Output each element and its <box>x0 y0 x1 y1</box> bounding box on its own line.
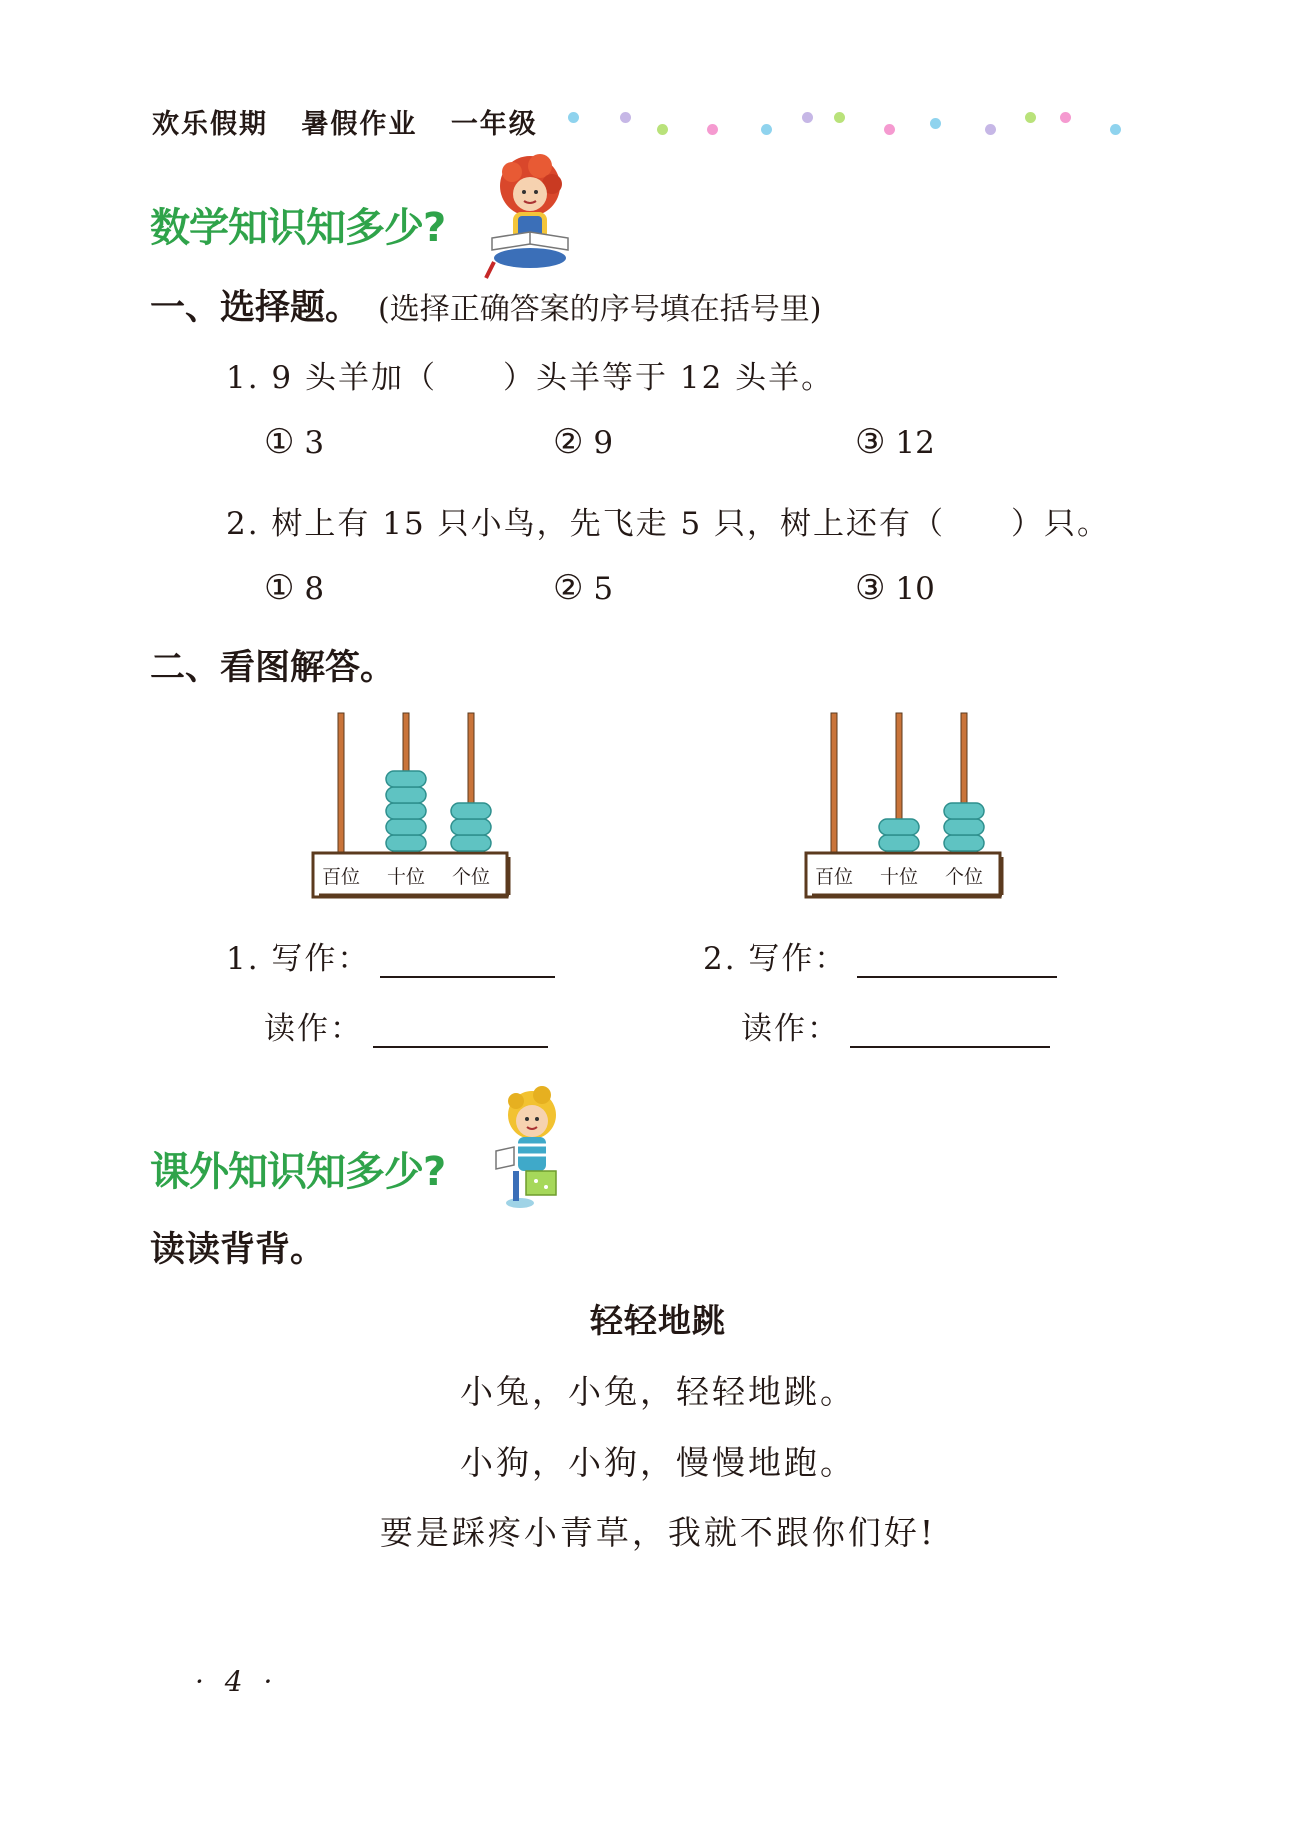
option-marker: ③ <box>855 422 886 462</box>
decorative-dot <box>707 124 718 135</box>
page-header <box>152 102 560 141</box>
decorative-dot <box>834 112 845 123</box>
header-book-subtitle: 暑假作业 <box>301 109 418 140</box>
part1-heading-row <box>150 280 821 330</box>
header-book-title: 欢乐假期 <box>152 109 268 140</box>
abacus-bead <box>944 819 984 835</box>
decorative-dot <box>568 112 579 123</box>
option-marker: ② <box>553 422 584 462</box>
option-marker: ① <box>264 568 295 608</box>
answer2-write-label: 2. 写作： <box>703 941 848 977</box>
abacus-label-2: 个位 <box>944 866 984 888</box>
abacus-label-1: 十位 <box>386 866 426 888</box>
decorative-dot <box>1110 124 1121 135</box>
decorative-dot <box>657 124 668 135</box>
part2-heading: 二、看图解答。 <box>150 648 396 688</box>
decorative-dot <box>985 124 996 135</box>
answer1-read-blank[interactable] <box>373 1008 548 1048</box>
q2-option-1[interactable] <box>264 568 324 608</box>
option-value: 9 <box>593 425 614 461</box>
option-value: 5 <box>593 571 614 607</box>
abacus-bead <box>386 803 426 819</box>
question-2-text: 2. 树上有 15 只小鸟，先飞走 5 只，树上还有（ ）只。 <box>226 506 1111 542</box>
reading-girl-illustration <box>480 150 580 280</box>
answer1-read-label: 读作： <box>264 1011 363 1047</box>
decorative-dot <box>802 112 813 123</box>
q1-option-1[interactable] <box>264 422 324 462</box>
q2-option-3[interactable] <box>855 568 935 608</box>
q1-option-3[interactable] <box>855 422 935 462</box>
decorative-dot <box>620 112 631 123</box>
abacus-bead <box>944 835 984 851</box>
abacus-1 <box>305 705 515 905</box>
abacus-bead <box>451 835 491 851</box>
page-number: · 4 · <box>195 1665 279 1698</box>
section-title-extracurricular: 课外知识知多少? <box>150 1149 446 1195</box>
abacus-label-2: 个位 <box>451 866 491 888</box>
option-value: 10 <box>895 571 935 607</box>
abacus-bead <box>451 803 491 819</box>
answer2-read-blank[interactable] <box>850 1008 1050 1048</box>
part1-instruction: (选择正确答案的序号填在括号里) <box>378 292 822 327</box>
abacus-bead <box>386 787 426 803</box>
decorative-dot <box>761 124 772 135</box>
abacus-rod <box>831 713 837 858</box>
abacus-bead <box>944 803 984 819</box>
section2-heading: 读读背背。 <box>150 1230 326 1270</box>
option-marker: ③ <box>855 568 886 608</box>
answer2-write-blank[interactable] <box>857 938 1057 978</box>
poem-line-3: 要是踩疼小青草，我就不跟你们好! <box>379 1513 937 1552</box>
answer1-write-row <box>226 933 555 978</box>
option-marker: ① <box>264 422 295 462</box>
section-title-math: 数学知识知多少? <box>150 205 446 251</box>
part1-heading: 一、选择题。 <box>150 288 361 328</box>
abacus-bead <box>386 819 426 835</box>
answer1-read-row <box>264 1003 548 1048</box>
poem-title: 轻轻地跳 <box>590 1301 726 1340</box>
answer1-write-blank[interactable] <box>380 938 555 978</box>
abacus-bead <box>879 835 919 851</box>
option-value: 8 <box>304 571 325 607</box>
decorative-dot <box>930 118 941 129</box>
abacus-label-1: 十位 <box>879 866 919 888</box>
decorative-dot <box>884 124 895 135</box>
abacus-label-0: 百位 <box>321 866 361 888</box>
poem-line-2: 小狗，小狗，慢慢地跑。 <box>460 1443 856 1482</box>
answer1-write-label: 1. 写作： <box>226 941 371 977</box>
reading-boy-illustration <box>490 1085 570 1215</box>
q2-option-2[interactable] <box>553 568 613 608</box>
abacus-bead <box>386 771 426 787</box>
option-marker: ② <box>553 568 584 608</box>
answer2-read-label: 读作： <box>741 1011 840 1047</box>
abacus-bead <box>386 835 426 851</box>
answer2-read-row <box>741 1003 1050 1048</box>
answer2-write-row <box>703 933 1057 978</box>
poem-line-1: 小兔，小兔，轻轻地跳。 <box>460 1372 856 1411</box>
option-value: 3 <box>304 425 325 461</box>
decorative-dot <box>1025 112 1036 123</box>
header-grade: 一年级 <box>450 109 538 140</box>
abacus-label-0: 百位 <box>814 866 854 888</box>
decorative-dot <box>1060 112 1071 123</box>
abacus-rod <box>338 713 344 858</box>
question-1-text: 1. 9 头羊加（ ）头羊等于 12 头羊。 <box>226 360 835 396</box>
abacus-bead <box>451 819 491 835</box>
abacus-bead <box>879 819 919 835</box>
q1-option-2[interactable] <box>553 422 613 462</box>
option-value: 12 <box>895 425 935 461</box>
abacus-2 <box>798 705 1008 905</box>
